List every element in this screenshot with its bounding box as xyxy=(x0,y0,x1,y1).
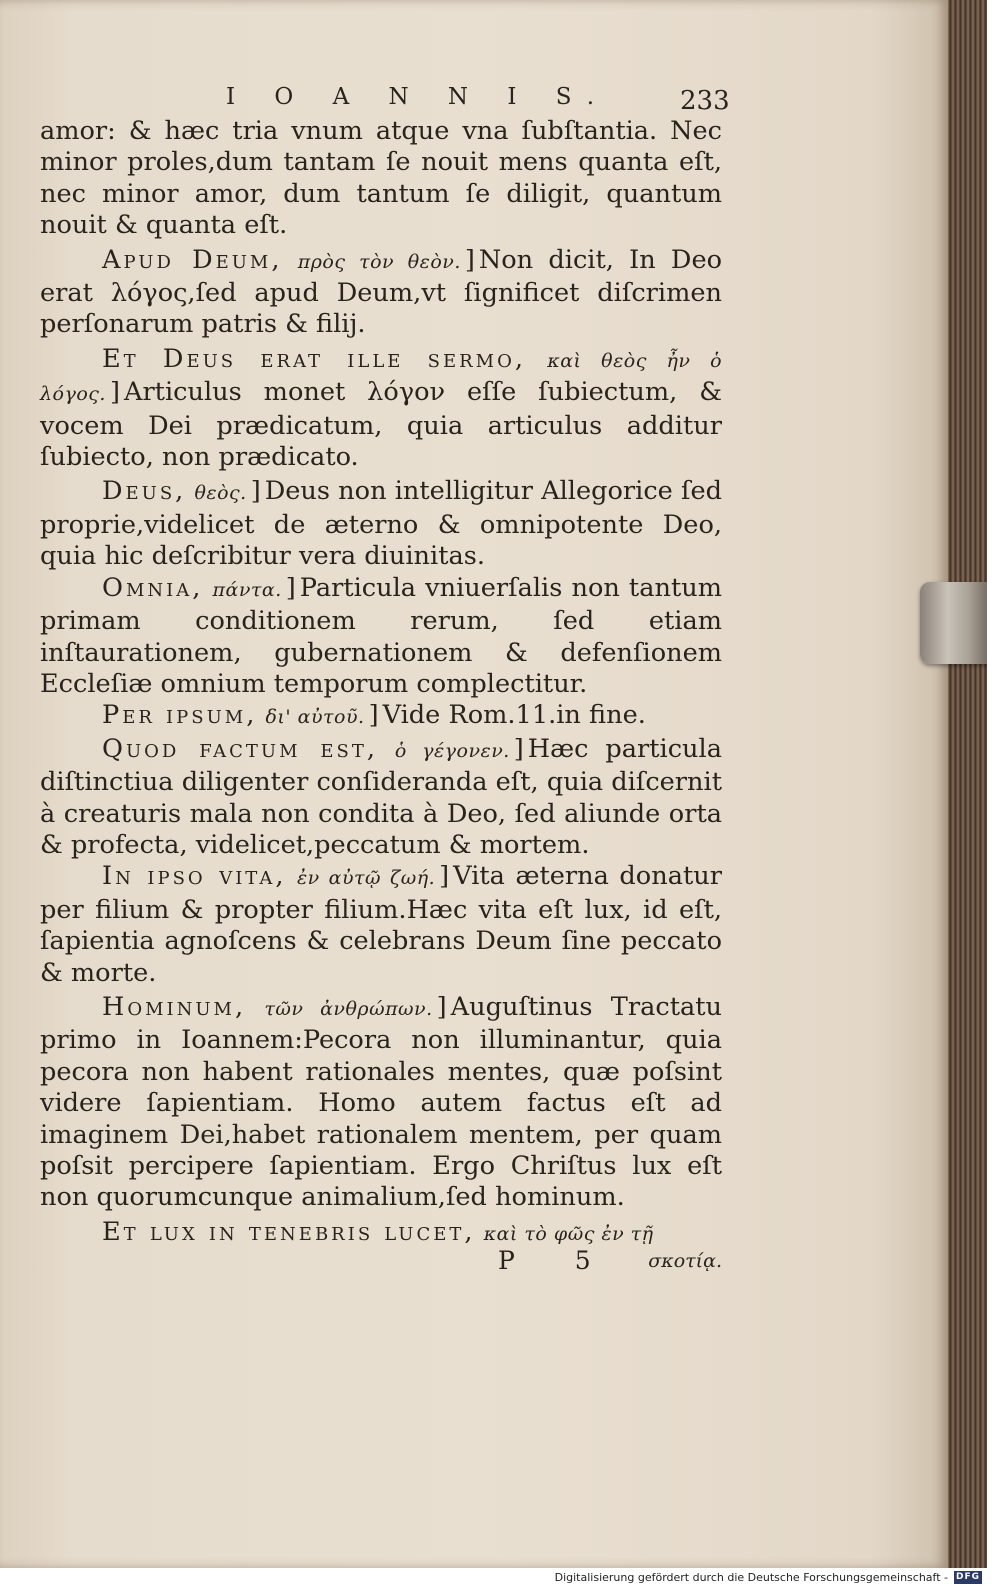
greek-lemma: τῶν ἀνθρώπων. xyxy=(264,997,433,1020)
greek-lemma: ὁ γέγονεν. xyxy=(394,739,510,762)
catchword: σκοτίᾳ. xyxy=(648,1250,722,1272)
greek-lemma: πρὸς τὸν θεὸν. xyxy=(297,250,461,273)
greek-lemma: ἐν αὐτῷ ζωή. xyxy=(296,867,436,890)
body-text xyxy=(40,116,722,1250)
running-head: I O A N N I S. xyxy=(226,84,611,110)
entry-text: Auguſtinus Tractatu primo in Ioannem:Pecora non illuminantur, quia pecora non habent rationales mentes, quæ poſsint videre ſapientiam. Homo autem factus eſt ad imaginem Dei,habet rationalem mentem, per quam poſsit percipere ſapientiam. Ergo Chriſtus lux eſt non quorumcunque animalium,ſed hominum. xyxy=(40,991,722,1213)
greek-lemma: πάντα. xyxy=(212,578,282,601)
entry-text: Hæc particula diſtinctiua diligenter conſideranda eſt, quia diſcernit à creaturis mala non condita à Deo, ſed aliunde orta & profecta, videlicet,peccatum & mortem. xyxy=(40,733,722,860)
entry-text: Vita æterna donatur per filium & propter filium.Hæc vita eſt lux, id eſt, ſapientia agnoſcens & celebrans Deum ſine peccato & morte. xyxy=(40,861,722,988)
lemma: Hominum, xyxy=(102,991,247,1022)
commentary-entry: Quod factum est, ὁ γέγονεν. ] Hæc particula diſtinctiua diligenter conſideranda eſt, quia diſcernit à creaturis mala non condita à Deo, ſed aliunde orta & profecta, videlicet,peccatum & mortem. xyxy=(40,733,722,860)
lemma: Omnia, xyxy=(102,572,204,603)
commentary-entry: Omnia, πάντα. ] Particula vniuerſalis non tantum primam conditionem rerum, ſed etiam inſtaurationem, gubernationem & defenſionem Eccleſiæ omnium temporum complectitur. xyxy=(40,572,722,699)
commentary-entry: Hominum, τῶν ἀνθρώπων. ] Auguſtinus Tractatu primo in Ioannem:Pecora non illuminantur, quia pecora non habent rationales mentes, quæ poſsint videre ſapientiam. Homo autem factus eſt ad imaginem Dei,habet rationalem mentem, per quam poſsit percipere ſapientiam. Ergo Chriſtus lux eſt non quorumcunque animalium,ſed hominum. xyxy=(40,991,722,1213)
commentary-entry: Apud Deum, πρὸς τὸν θεὸν. ] Non dicit, In Deo erat λόγος,ſed apud Deum,vt ſignificet diſcrimen perſonarum patris & filij. xyxy=(40,244,722,340)
commentary-entry: In ipso vita, ἐν αὐτῷ ζωή. ] Vita æterna donatur per filium & propter filium.Hæc vita eſt lux, id eſt, ſapientia agnoſcens & celebrans Deum ſine peccato & morte. xyxy=(40,861,722,988)
lemma: Apud Deum, xyxy=(102,244,283,275)
page-number: 233 xyxy=(680,86,730,116)
greek-lemma: δι' αὐτοῦ. xyxy=(265,706,365,729)
paragraph-text: amor: & hæc tria vnum atque vna ſubſtantia. Nec minor proles,dum tantam ſe nouit mens quanta eſt, nec minor amor, dum tantum ſe diligit, quantum nouit & quanta eſt. xyxy=(40,116,722,241)
dfg-credit-text: Digitalisierung gefördert durch die Deutsche Forschungsgemeinschaft - xyxy=(554,1571,948,1584)
lemma: Per ipsum, xyxy=(102,700,258,731)
digitization-credit-bar xyxy=(0,1568,1000,1588)
greek-lemma: καὶ τὸ φῶς ἐν τῇ xyxy=(483,1222,654,1245)
lemma: Et Deus erat ille sermo, xyxy=(102,343,527,374)
commentary-entry: Et Deus erat ille sermo, καὶ θεὸς ἦν ὁ λόγος. ] Articulus monet λόγον eſſe ſubiectum, & vocem Dei prædicatum, quia articulus additur ſubiecto, non prædicato. xyxy=(40,343,723,473)
page-header xyxy=(40,84,730,118)
commentary-entry: Per ipsum, δι' αὐτοῦ. ] Vide Rom.11.in fine. xyxy=(102,700,646,731)
greek-lemma: καὶ θεὸς ἦν ὁ λόγος. xyxy=(40,349,723,406)
entry-text: Particula vniuerſalis non tantum primam conditionem rerum, ſed etiam inſtaurationem, gubernationem & defenſionem Eccleſiæ omnium temporum complectitur. xyxy=(40,572,722,699)
entry-text: Vide Rom.11.in fine. xyxy=(382,700,646,731)
paragraph xyxy=(40,116,722,242)
lemma: In ipso vita, xyxy=(102,861,287,892)
commentary-entry: Deus, θεὸς. ] Deus non intelligitur Allegorice ſed proprie,videlicet de æterno & omnipotente Deo, quia hic deſcribitur vera diuinitas. xyxy=(40,476,722,572)
dfg-logo: DFG xyxy=(955,1572,980,1582)
lemma: Et lux in tenebris lucet, xyxy=(102,1216,476,1247)
entry-text: Non dicit, In Deo erat λόγος,ſed apud Deum,vt ſignificet diſcrimen perſonarum patris & filij. xyxy=(40,244,722,340)
signature-mark: P 5 xyxy=(498,1246,617,1275)
lemma: Quod factum est, xyxy=(102,733,379,764)
entry-text: Deus non intelligitur Allegorice ſed proprie,videlicet de æterno & omnipotente Deo, quia hic deſcribitur vera diuinitas. xyxy=(40,476,722,572)
page-footer xyxy=(40,1246,730,1306)
page-clip xyxy=(920,582,987,664)
lemma: Deus, xyxy=(102,476,187,507)
greek-lemma: θεὸς. xyxy=(194,482,247,505)
entry-text: Articulus monet λόγον eſſe ſubiectum, & vocem Dei prædicatum, quia articulus additur ſubiecto, non prædicato. xyxy=(40,377,722,473)
